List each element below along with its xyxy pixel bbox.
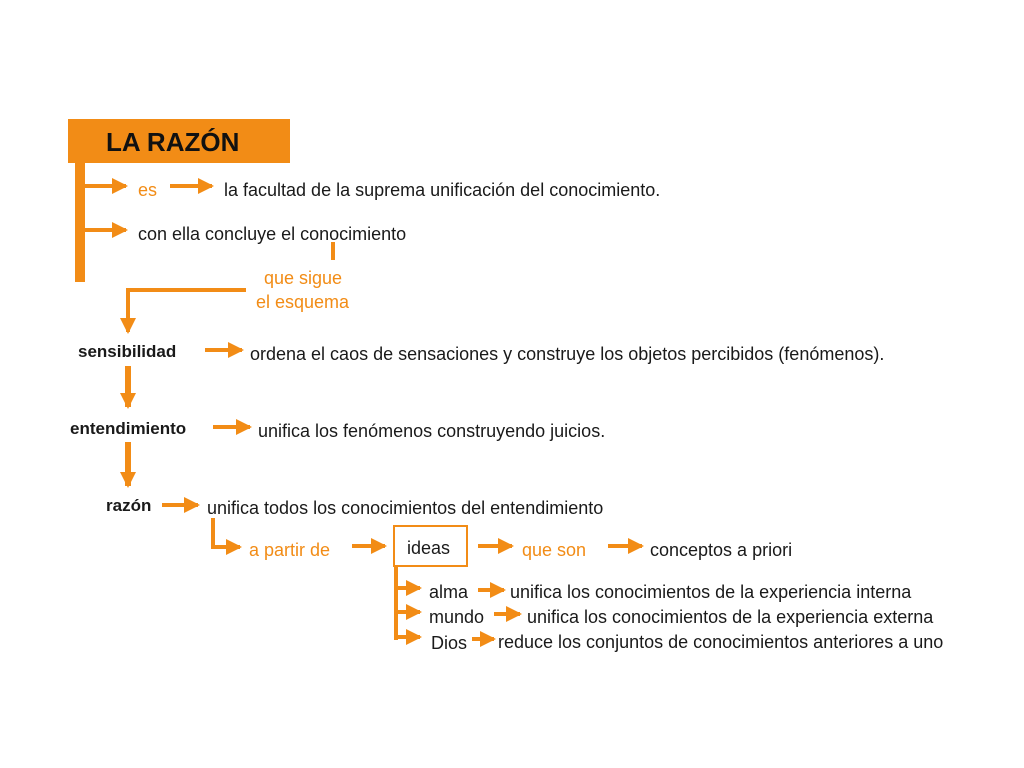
es-definition: la facultad de la suprema unificación del conocimiento. bbox=[224, 180, 661, 200]
mundo-label: mundo bbox=[429, 607, 485, 627]
conceptos-text: conceptos a priori bbox=[650, 540, 793, 560]
dios-label: Dios bbox=[431, 633, 468, 653]
ideas-label: ideas bbox=[407, 538, 451, 558]
alma-label: alma bbox=[429, 582, 469, 602]
sensibilidad-text: ordena el caos de sensaciones y construye los objetos percibidos (fenómenos). bbox=[250, 344, 885, 364]
a-partir-de-connector bbox=[213, 518, 240, 547]
sensibilidad-label: sensibilidad bbox=[78, 342, 177, 361]
alma-text: unifica los conocimientos de la experiencia interna bbox=[510, 582, 912, 602]
entendimiento-text: unifica los fenómenos construyendo juicios. bbox=[258, 421, 606, 441]
a-partir-de-label: a partir de bbox=[249, 540, 331, 560]
razon-text: unifica todos los conocimientos del entendimiento bbox=[207, 498, 604, 518]
dios-text: reduce los conjuntos de conocimientos anteriores a uno bbox=[498, 632, 944, 652]
concluye-text: con ella concluye el conocimiento bbox=[138, 224, 407, 244]
el-esquema-label: el esquema bbox=[256, 292, 350, 312]
entendimiento-label: entendimiento bbox=[70, 419, 187, 438]
razon-label: razón bbox=[106, 496, 152, 515]
mundo-text: unifica los conocimientos de la experiencia externa bbox=[527, 607, 934, 627]
esquema-connector bbox=[128, 290, 246, 332]
que-son-label: que son bbox=[522, 540, 587, 560]
es-label: es bbox=[138, 180, 158, 200]
que-sigue-label: que sigue bbox=[264, 268, 343, 288]
page-title: LA RAZÓN bbox=[106, 127, 240, 157]
